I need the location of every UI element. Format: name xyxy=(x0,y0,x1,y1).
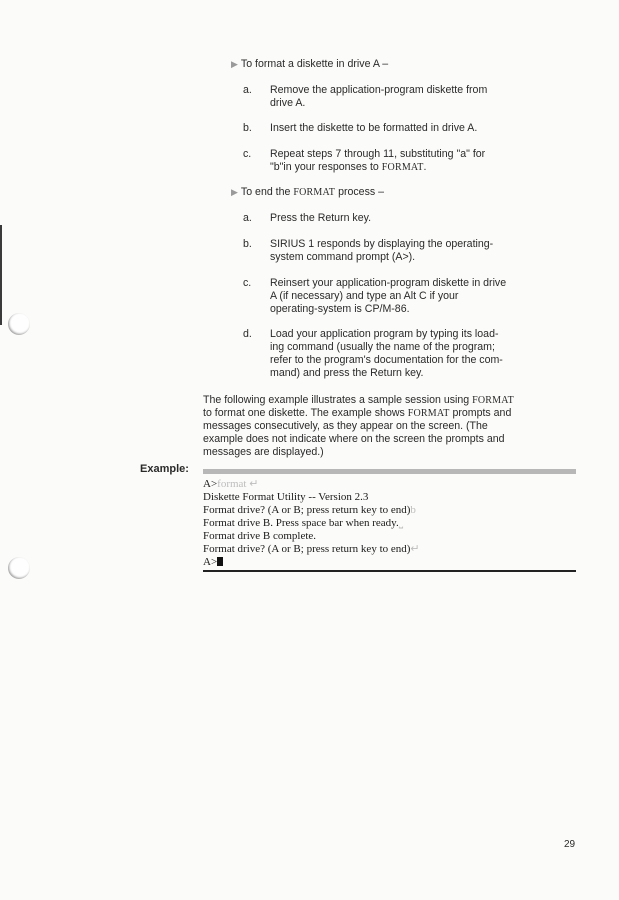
section-heading-end-format xyxy=(231,186,384,199)
format-keyword: FORMAT xyxy=(472,395,514,406)
format-keyword: FORMAT xyxy=(381,162,424,173)
list-letter: b. xyxy=(243,122,252,134)
example-label: Example: xyxy=(140,463,189,475)
return-key-icon: ↵ xyxy=(410,543,420,555)
list-item-line: Load your application program by typing its load- xyxy=(270,328,499,340)
list-item-line: system command prompt (A>). xyxy=(270,251,416,263)
list-item xyxy=(270,328,560,380)
list-item-line: ing command (usually the name of the program; xyxy=(270,341,495,353)
list-item-line: mand) and press the Return key. xyxy=(270,367,424,379)
screen-line xyxy=(203,555,223,570)
example-bottom-rule xyxy=(203,570,576,572)
line-text: The following example illustrates a sample session using xyxy=(203,394,473,406)
heading-suffix: process – xyxy=(335,186,384,198)
line-text: "b"in your responses to xyxy=(270,161,382,173)
intro-paragraph xyxy=(203,394,558,459)
list-item xyxy=(270,277,560,316)
example-top-bar xyxy=(203,469,576,474)
line-text: prompts and xyxy=(449,407,512,419)
section-heading-format-drive-a xyxy=(231,58,388,71)
line-text: Format drive? (A or B; press return key to end) xyxy=(203,543,411,555)
list-item-line: Insert the diskette to be formatted in drive A. xyxy=(270,122,478,134)
screen-line xyxy=(203,542,420,557)
format-keyword: FORMAT xyxy=(293,187,336,198)
prompt: A> xyxy=(203,556,218,568)
punch-hole xyxy=(8,557,30,579)
format-keyword: FORMAT xyxy=(407,408,450,419)
list-item xyxy=(270,122,560,135)
punch-hole xyxy=(8,313,30,335)
line-text: Format drive? (A or B; press return key to end) xyxy=(203,504,411,516)
list-letter: c. xyxy=(243,277,252,289)
line-suffix: . xyxy=(423,161,427,173)
list-item-line: Remove the application-program diskette from xyxy=(270,84,488,96)
heading-text: To end the xyxy=(240,186,294,198)
list-item-line: operating-system is CP/M-86. xyxy=(270,303,410,315)
paragraph-line: messages consecutively, as they appear on the screen. (The xyxy=(203,420,488,432)
list-letter: a. xyxy=(243,84,252,96)
list-item xyxy=(270,148,560,174)
list-item xyxy=(270,84,560,110)
line-text: Format drive B. Press space bar when ready. xyxy=(203,517,399,529)
list-letter: b. xyxy=(243,238,252,250)
paragraph-line: messages are displayed.) xyxy=(203,446,324,458)
list-letter: a. xyxy=(243,212,252,224)
heading-text: To format a diskette in drive A – xyxy=(240,58,389,70)
list-item xyxy=(270,212,560,225)
binding-edge xyxy=(0,225,2,325)
triangle-bullet-icon: ▶ xyxy=(231,187,238,197)
list-item-line: SIRIUS 1 responds by displaying the operating- xyxy=(270,238,494,250)
typed-command: format xyxy=(217,478,247,490)
list-item-line: Press the Return key. xyxy=(270,212,372,224)
list-item-line: refer to the program's documentation for the com- xyxy=(270,354,503,366)
prompt: A> xyxy=(203,478,218,490)
list-item-line: Reinsert your application-program diskette in drive xyxy=(270,277,507,289)
screen-line: Format drive B complete. xyxy=(203,530,317,542)
list-item-line xyxy=(270,161,560,174)
return-key-icon: ↵ xyxy=(249,478,259,490)
paragraph-line xyxy=(203,394,558,407)
list-item-line: Repeat steps 7 through 11, substituting "a" for xyxy=(270,148,486,160)
triangle-bullet-icon: ▶ xyxy=(231,59,238,69)
space-key-icon: ⎵ xyxy=(398,517,404,529)
list-item-line: A (if necessary) and type an Alt C if your xyxy=(270,290,459,302)
cursor-icon xyxy=(217,557,223,566)
list-letter: d. xyxy=(243,328,252,340)
page-number: 29 xyxy=(564,839,576,850)
paragraph-line xyxy=(203,407,558,420)
screen-line: Diskette Format Utility -- Version 2.3 xyxy=(203,491,369,503)
list-letter: c. xyxy=(243,148,252,160)
typed-key: b xyxy=(410,504,416,516)
line-text: to format one diskette. The example shows xyxy=(203,407,408,419)
list-item-line: drive A. xyxy=(270,97,306,109)
paragraph-line: example does not indicate where on the screen the prompts and xyxy=(203,433,505,445)
list-item xyxy=(270,238,560,264)
